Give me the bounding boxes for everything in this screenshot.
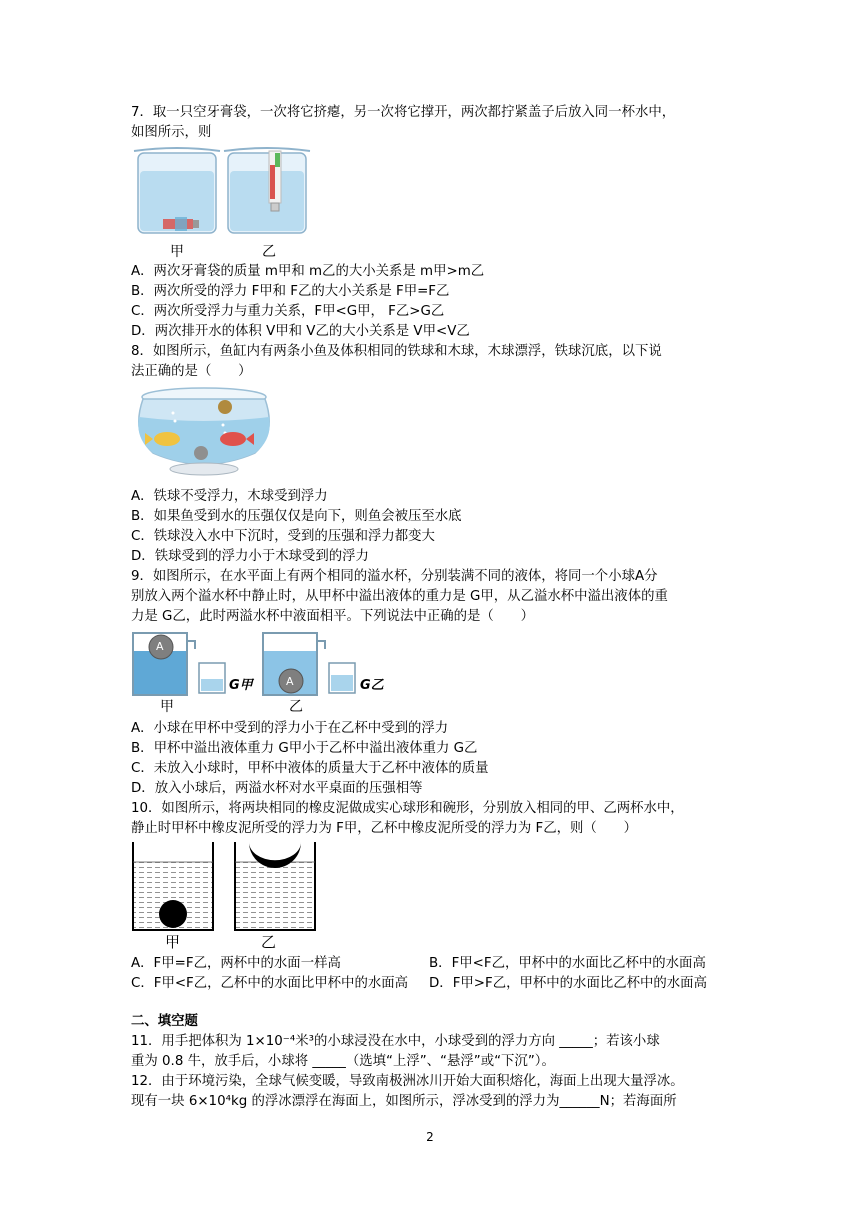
q7-option-b: B．两次所受的浮力 F甲和 F乙的大小关系是 F甲=F乙 (131, 284, 450, 299)
q9-option-c: C．未放入小球时，甲杯中液体的质量大于乙杯中液体的质量 (131, 761, 489, 776)
q9-ball-label-jia: A (156, 640, 164, 653)
q9-stem-line3: 力是 G乙，此时两溢水杯中液面相平。下列说法中正确的是（ ） (131, 609, 534, 624)
q9-label-jia: 甲 (160, 699, 174, 715)
q9-stem-line2: 别放入两个溢水杯中静止时，从甲杯中溢出液体的重力是 G甲，从乙溢水杯中溢出液体的重 (131, 589, 668, 604)
q8-stem-line1: 8．如图所示，鱼缸内有两条小鱼及体积相同的铁球和木球，木球漂浮，铁球沉底，以下说 (131, 344, 662, 359)
q7-option-c: C．两次所受浮力与重力关系，F甲<G甲， F乙>G乙 (131, 304, 445, 319)
q10-stem-line1: 10．如图所示，将两块相同的橡皮泥做成实心球形和碗形，分别放入相同的甲、乙两杯水中， (131, 801, 684, 816)
q11-line2: 重为 0.8 牛，放手后，小球将 _____（选填“上浮”、“悬浮”或“下沉”）。 (131, 1054, 555, 1069)
q12-line1: 12．由于环境污染，全球气候变暖，导致南极洲冰川开始大面积熔化，海面上出现大量浮冰。 (131, 1074, 684, 1089)
q10-beakers-figure (131, 840, 321, 932)
q9-stem-line1: 9．如图所示，在水平面上有两个相同的溢水杯，分别装满不同的液体，将同一个小球A分 (131, 569, 658, 584)
q7-stem-line2: 如图所示，则 (131, 125, 212, 140)
q10-label-jia: 甲 (165, 933, 181, 951)
q10-option-c: C．F甲<F乙，乙杯中的水面比甲杯中的水面高 (131, 976, 409, 991)
q9-g-jia: G甲 (229, 678, 253, 693)
beaker-jia (134, 148, 220, 233)
page-number: 2 (426, 1130, 434, 1144)
section-heading: 二、填空题 (131, 1014, 198, 1029)
q7-option-a: A．两次牙膏袋的质量 m甲和 m乙的大小关系是 m甲>m乙 (131, 264, 485, 279)
q8-option-b: B．如果鱼受到水的压强仅仅是向下，则鱼会被压至水底 (131, 509, 462, 524)
q9-ball-label-yi: A (286, 675, 294, 688)
q7-stem-line1: 7．取一只空牙膏袋，一次将它挤瘪，另一次将它撑开，两次都拧紧盖子后放入同一杯水中， (131, 105, 676, 120)
q7-label-yi: 乙 (262, 244, 276, 260)
q7-label-jia: 甲 (170, 244, 184, 260)
beaker-yi (224, 148, 310, 233)
q10-stem-line2: 静止时甲杯中橡皮泥所受的浮力为 F甲，乙杯中橡皮泥所受的浮力为 F乙，则（ ） (131, 821, 637, 836)
q10-option-d: D．F甲>F乙，甲杯中的水面比乙杯中的水面高 (429, 976, 707, 991)
q10-option-a: A．F甲=F乙，两杯中的水面一样高 (131, 956, 341, 971)
q7-beakers-figure (131, 143, 331, 245)
q9-option-d: D．放入小球后，两溢水杯对水平桌面的压强相等 (131, 781, 423, 796)
q8-option-a: A．铁球不受浮力，木球受到浮力 (131, 489, 328, 504)
q8-stem-line2: 法正确的是（ ） (131, 364, 252, 379)
q11-line1: 11．用手把体积为 1×10⁻⁴米³的小球浸没在水中，小球受到的浮力方向 _____；若该小球 (131, 1034, 660, 1049)
q8-fishbowl-figure (131, 383, 277, 479)
q10-label-yi: 乙 (261, 933, 277, 951)
q12-line2: 现有一块 6×10⁴kg 的浮冰漂浮在海面上，如图所示，浮冰受到的浮力为______N；若海面所 (131, 1094, 677, 1109)
q10-option-b: B．F甲<F乙，甲杯中的水面比乙杯中的水面高 (429, 956, 706, 971)
q7-option-d: D．两次排开水的体积 V甲和 V乙的大小关系是 V甲<V乙 (131, 324, 470, 339)
q9-option-b: B．甲杯中溢出液体重力 G甲小于乙杯中溢出液体重力 G乙 (131, 741, 478, 756)
q8-option-d: D．铁球受到的浮力小于木球受到的浮力 (131, 549, 369, 564)
q9-g-yi: G乙 (360, 678, 384, 693)
q9-label-yi: 乙 (289, 699, 303, 715)
q8-option-c: C．铁球没入水中下沉时，受到的压强和浮力都变大 (131, 529, 435, 544)
q9-overflow-cups-figure (131, 629, 391, 699)
q9-option-a: A．小球在甲杯中受到的浮力小于在乙杯中受到的浮力 (131, 721, 449, 736)
